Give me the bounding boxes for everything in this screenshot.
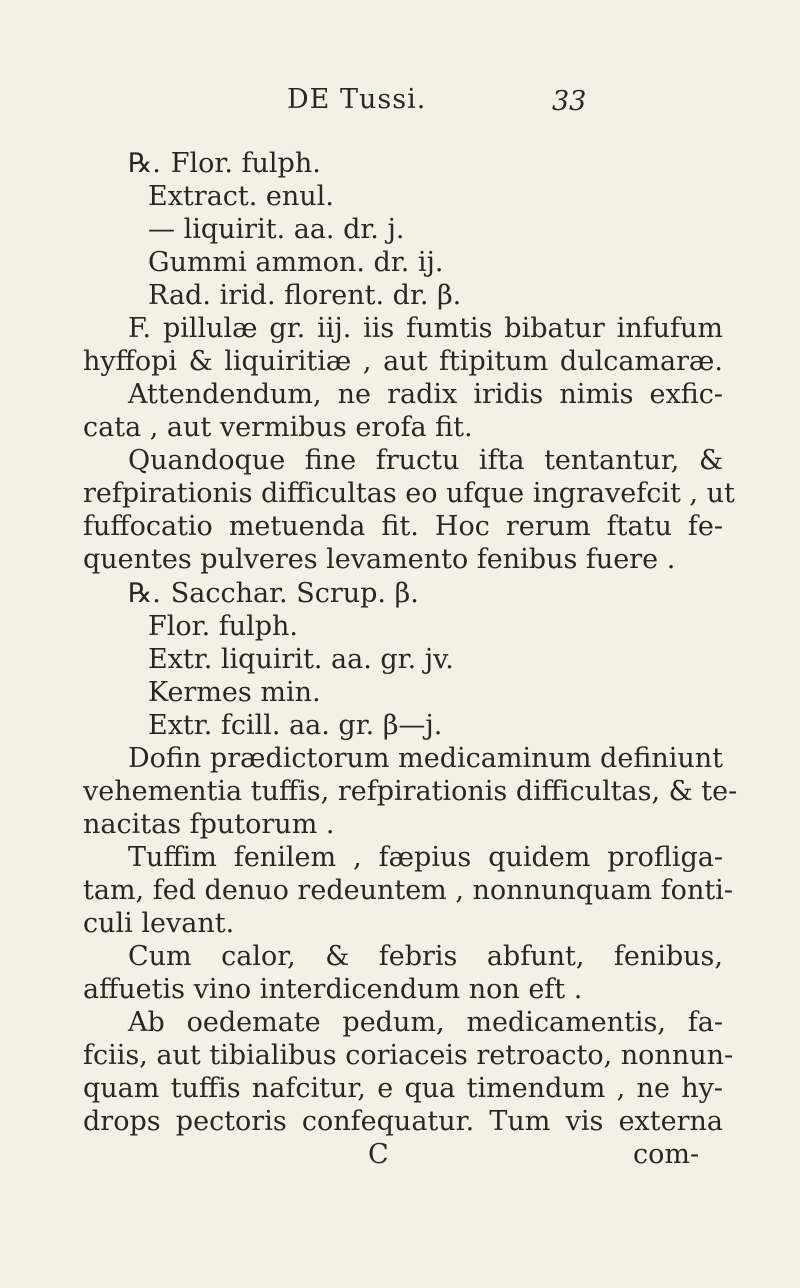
- text-line: Extr. fcill. aa. gr. β—j.: [148, 710, 443, 741]
- text-line: Attendendum, ne radix iridis nimis exfic-: [128, 379, 723, 410]
- text-line: F. pillulæ gr. iij. iis fumtis bibatur infufum: [128, 313, 723, 344]
- text-line: hyffopi & liquiritiæ , aut ftipitum dulcamaræ.: [83, 346, 723, 377]
- text-line: Rad. irid. florent. dr. β.: [148, 280, 462, 311]
- text-line: affuetis vino interdicendum non eft .: [83, 974, 583, 1005]
- text-line: cata , aut vermibus erofa fit.: [83, 412, 473, 443]
- line-text: Sacchar. Scrup. β.: [170, 578, 419, 609]
- text-line: quam tuffis nafcitur, e qua timendum , ne hy-: [83, 1073, 723, 1104]
- text-line: [128, 578, 419, 610]
- text-line: Flor. fulph.: [148, 611, 299, 642]
- text-line: culi levant.: [83, 908, 235, 939]
- text-line: fuffocatio metuenda fit. Hoc rerum ftatu fe-: [83, 511, 723, 542]
- text-line: Quandoque fine fructu ifta tentantur, &: [128, 445, 723, 476]
- text-line: — liquirit. aa. dr. j.: [148, 214, 405, 245]
- text-line: Tuffim fenilem , fæpius quidem profliga-: [128, 842, 723, 873]
- text-line: Ab oedemate pedum, medicamentis, fa-: [128, 1007, 723, 1038]
- running-head-prefix: DE: [287, 84, 331, 115]
- text-line: Kermes min.: [148, 677, 321, 708]
- line-text: Flor. fulph.: [170, 148, 321, 179]
- text-line: quentes pulveres levamento fenibus fuere .: [83, 544, 676, 575]
- text-line: [128, 148, 321, 180]
- text-line: nacitas fputorum .: [83, 809, 335, 840]
- text-line: drops pectoris confequatur. Tum vis externa: [83, 1106, 723, 1137]
- page-number: 33: [552, 86, 587, 117]
- recipe-symbol: ℞.: [128, 148, 161, 179]
- text-line: refpirationis difficultas eo ufque ingravefcit , ut: [83, 478, 735, 509]
- running-head: [287, 84, 426, 115]
- running-head-word: Tussi.: [339, 84, 427, 115]
- text-line: Extract. enul.: [148, 181, 334, 212]
- text-line: Extr. liquirit. aa. gr. jv.: [148, 644, 454, 675]
- recipe-symbol: ℞.: [128, 578, 161, 609]
- text-line: Cum calor, & febris abfunt, fenibus,: [128, 941, 723, 972]
- catchword: com-: [633, 1139, 700, 1170]
- text-line: vehementia tuffis, refpirationis difficultas, & te-: [83, 776, 738, 807]
- text-line: fciis, aut tibialibus coriaceis retroacto, nonnun-: [83, 1040, 734, 1071]
- text-line: Dofin prædictorum medicaminum definiunt: [128, 743, 723, 774]
- text-line: Gummi ammon. dr. ij.: [148, 247, 444, 278]
- text-line: tam, fed denuo redeuntem , nonnunquam fonti-: [83, 875, 733, 906]
- signature-mark: C: [368, 1139, 389, 1170]
